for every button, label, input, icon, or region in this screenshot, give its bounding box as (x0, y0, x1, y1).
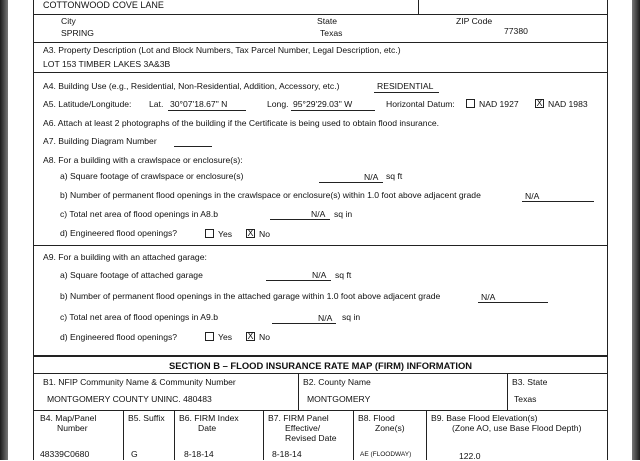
a8-label: A8. For a building with a crawlspace or enclosure(s): (43, 155, 243, 165)
divider (507, 373, 508, 410)
divider (426, 410, 427, 460)
lat-value: 30°07'18.67" N (170, 99, 228, 109)
b6-label: B6. FIRM Index (179, 413, 239, 423)
a6-text: A6. Attach at least 2 photographs of the building if the Certificate is being used to obtain flood insurance. (43, 118, 440, 128)
divider (34, 72, 607, 73)
divider (34, 245, 607, 246)
a8c-label: c) Total net area of flood openings in A8.b (60, 209, 218, 219)
a8d-label: d) Engineered flood openings? (60, 228, 178, 238)
a7-label: A7. Building Diagram Number (43, 136, 157, 146)
divider (298, 373, 299, 410)
long-value: 95°29'29.03" W (293, 99, 353, 109)
b2-label: B2. County Name (303, 377, 371, 387)
street-address: COTTONWOOD COVE LANE (43, 0, 164, 10)
b5-value: G (131, 449, 138, 459)
long-label: Long. (267, 99, 289, 109)
b9-value: 122.0 (459, 451, 481, 461)
divider (353, 410, 354, 460)
a8d-yes-label: Yes (218, 229, 233, 239)
long-underline (291, 110, 375, 111)
a8c-value: N/A (311, 209, 326, 219)
divider (174, 410, 175, 460)
a4-value: RESIDENTIAL (377, 81, 434, 91)
a8b-value: N/A (525, 191, 540, 201)
a8b-underline (522, 201, 594, 202)
a9-label: A9. For a building with an attached garage: (43, 252, 207, 262)
b1-label: B1. NFIP Community Name & Community Number (43, 377, 236, 387)
a9c-label: c) Total net area of flood openings in A9.b (60, 312, 218, 322)
b4-label: B4. Map/Panel (40, 413, 97, 423)
section-b-title: SECTION B – FLOOD INSURANCE RATE MAP (FIRM) INFORMATION (168, 360, 473, 371)
divider (123, 410, 124, 460)
divider (34, 373, 607, 374)
a8c-underline (270, 219, 330, 220)
state-value: Texas (320, 28, 343, 38)
nad1927-label: NAD 1927 (479, 99, 519, 109)
divider (418, 0, 419, 14)
b8-label-line2: Zone(s) (375, 423, 405, 433)
a3-value: LOT 153 TIMBER LAKES 3A&3B (43, 59, 171, 69)
a9b-value: N/A (481, 292, 496, 302)
b7-value: 8-18-14 (272, 449, 302, 459)
a8d-yes-checkbox[interactable] (205, 229, 214, 238)
divider (34, 14, 607, 15)
b8-value: AE (FLOODWAY) (360, 451, 412, 458)
a9a-underline (266, 280, 331, 281)
a8a-unit: sq ft (386, 171, 403, 181)
a9b-label: b) Number of permanent flood openings in the attached garage within 1.0 foot above adjacent grade (60, 291, 441, 301)
a3-label: A3. Property Description (Lot and Block Numbers, Tax Parcel Number, Legal Description, etc.) (43, 45, 401, 55)
a9a-label: a) Square footage of attached garage (60, 270, 203, 280)
a9d-label: d) Engineered flood openings? (60, 332, 178, 342)
city-value: SPRING (61, 28, 94, 38)
b7-label-line3: Revised Date (285, 433, 337, 443)
divider (263, 410, 264, 460)
zip-value: 77380 (504, 26, 528, 36)
a9c-unit: sq in (342, 312, 361, 322)
b5-label: B5. Suffix (128, 413, 165, 423)
b8-label: B8. Flood (358, 413, 395, 423)
lat-underline (168, 110, 246, 111)
a7-underline (174, 146, 212, 147)
b7-label-line2: Effective/ (285, 423, 321, 433)
a8c-unit: sq in (334, 209, 353, 219)
nad1983-checkbox[interactable]: X (536, 98, 543, 108)
a9b-underline (478, 302, 548, 303)
a9c-underline (272, 323, 336, 324)
nad1983-label: NAD 1983 (548, 99, 588, 109)
datum-label: Horizontal Datum: (386, 99, 455, 109)
a8a-label: a) Square footage of crawlspace or enclosure(s) (60, 171, 244, 181)
nad1927-checkbox[interactable] (466, 99, 475, 108)
section-divider (34, 355, 607, 357)
b3-value: Texas (514, 394, 537, 404)
city-label: City (61, 16, 76, 26)
a8d-no-label: No (259, 229, 270, 239)
b9-label: B9. Base Flood Elevation(s) (431, 413, 538, 423)
b9-label-line2: (Zone AO, use Base Flood Depth) (452, 423, 582, 433)
b3-label: B3. State (512, 377, 548, 387)
a8d-no-checkbox[interactable]: X (247, 228, 254, 238)
b6-label-line2: Date (198, 423, 217, 433)
lat-label: Lat. (149, 99, 164, 109)
a9d-no-checkbox[interactable]: X (247, 331, 254, 341)
a4-label: A4. Building Use (e.g., Residential, Non-Residential, Addition, Accessory, etc.) (43, 81, 340, 91)
zip-label: ZIP Code (456, 16, 493, 26)
b1-value: MONTGOMERY COUNTY UNINC. 480483 (47, 394, 212, 404)
divider (34, 42, 607, 43)
state-label: State (317, 16, 338, 26)
b6-value: 8-18-14 (184, 449, 214, 459)
a9d-no-label: No (259, 332, 270, 342)
a9a-value: N/A (312, 270, 327, 280)
a5-label: A5. Latitude/Longitude: (43, 99, 132, 109)
b2-value: MONTGOMERY (307, 394, 371, 404)
a9c-value: N/A (318, 313, 333, 323)
b4-value: 48339C0680 (40, 449, 90, 459)
right-shadow-edge (632, 0, 640, 460)
a4-underline (374, 92, 439, 93)
a9d-yes-label: Yes (218, 332, 233, 342)
elevation-certificate-form (33, 0, 608, 460)
a8a-value: N/A (364, 172, 379, 182)
b4-label-line2: Number (57, 423, 88, 433)
a9a-unit: sq ft (335, 270, 352, 280)
a8b-label: b) Number of permanent flood openings in the crawlspace or enclosure(s) within 1.0 foot above adjacent grade (60, 190, 481, 200)
divider (34, 410, 607, 411)
a9d-yes-checkbox[interactable] (205, 332, 214, 341)
b7-label: B7. FIRM Panel (268, 413, 329, 423)
a8a-underline (319, 182, 383, 183)
left-shadow-edge (0, 0, 8, 460)
